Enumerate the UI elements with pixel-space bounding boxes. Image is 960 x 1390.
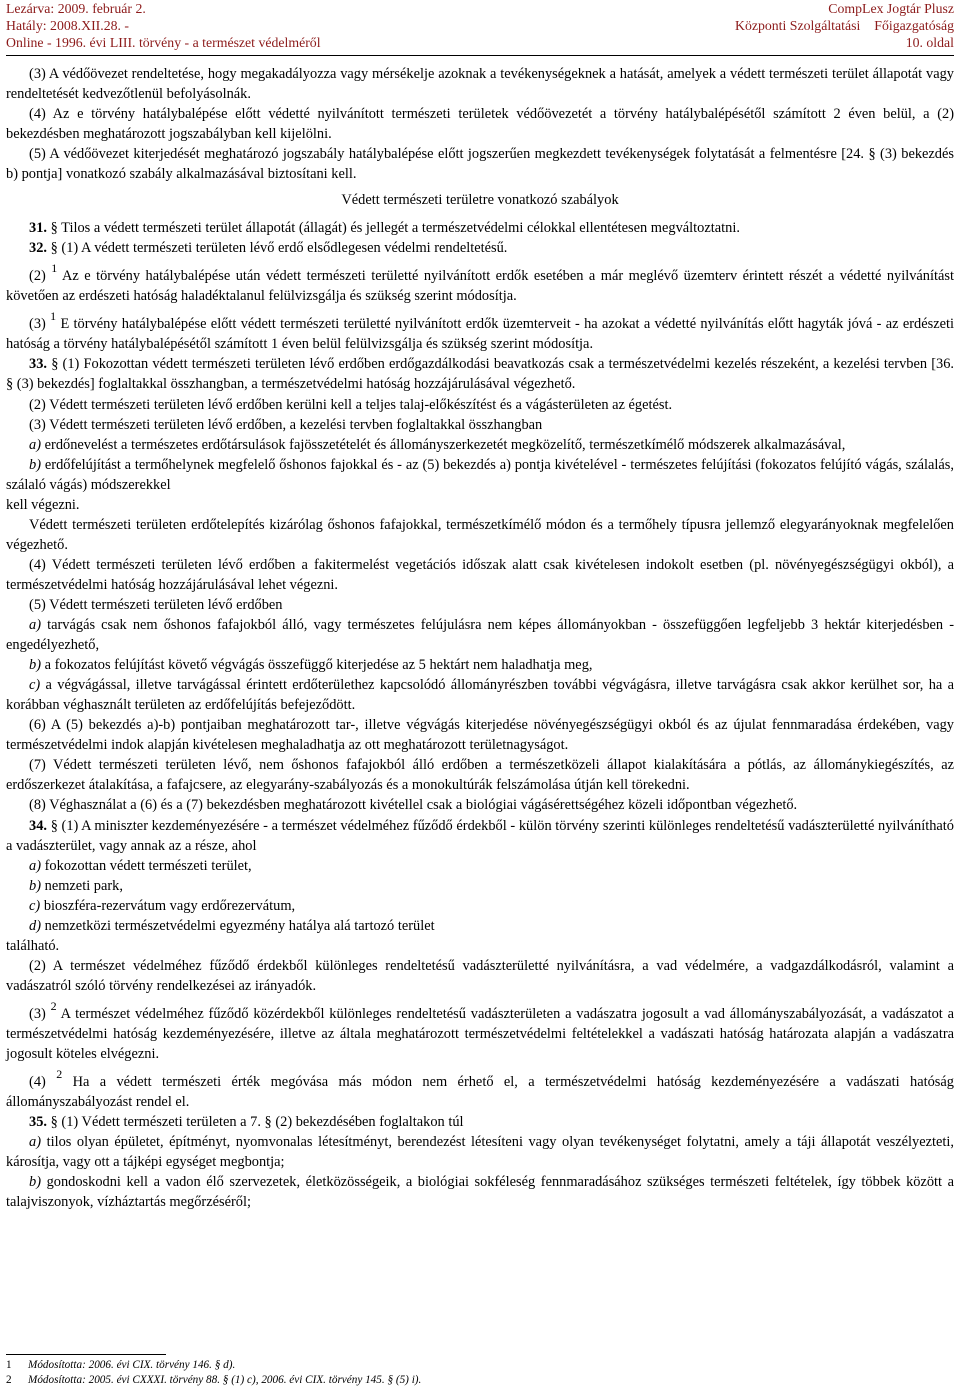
paragraph-text: nemzeti park, xyxy=(44,877,123,894)
paragraph-text: (8) Véghasználat a (6) és a (7) bekezdésben meghatározott kivétellel csak a biológiai vágásérettségéhez közeli időpontban végezhető. xyxy=(29,797,798,814)
paragraph-text: E törvény hatálybalépése előtt védett természeti területté nyilvánított erdők üzemterveit - ha azokat a védetté nyilvánítás előtt hagyták jóvá - az erdészeti hatóság a törvény hatálybalépésétől számított 1 éven belül felülvizsgálja és szükség szerint módosítja. xyxy=(6,316,954,353)
footnote-ref: 1 xyxy=(50,309,57,324)
paragraph-text: fokozottan védett természeti terület, xyxy=(44,857,252,874)
footnote-text: Módosította: 2006. évi CIX. törvény 146. § d). xyxy=(28,1359,236,1371)
paragraph-text: (5) Védett természeti területen lévő erdőben xyxy=(29,596,283,613)
header-left xyxy=(6,0,321,51)
paragraph-number: (3) xyxy=(29,316,46,333)
point-letter: a) xyxy=(29,857,42,874)
paragraph xyxy=(6,956,954,996)
paragraph xyxy=(6,104,954,144)
paragraph-text: § (1) Védett természeti területen a 7. § (2) bekezdésében foglaltakon túl xyxy=(50,1113,464,1130)
header-closed-date: Lezárva: 2009. február 2. xyxy=(6,1,146,16)
paragraph-text: Az e törvény hatálybalépése után védett természeti területté nyilvánított erdők esetében a már meglévő üzemterv érintett részét a védetté nyilvánítást követően az erdészeti hatóság haladéktalanul felülvizsgálja és szükség szerint módosítja. xyxy=(6,268,954,305)
paragraph xyxy=(6,615,954,655)
point-letter: b) xyxy=(29,877,42,894)
footnote xyxy=(6,1373,421,1388)
paragraph xyxy=(6,655,954,675)
header-divider xyxy=(6,55,954,56)
point-letter: a) xyxy=(29,436,42,453)
section-number: 34. xyxy=(29,817,48,834)
paragraph-text: § (1) A védett természeti területen lévő erdő elsődlegesen védelmi rendeltetésű. xyxy=(50,240,508,257)
paragraph xyxy=(6,856,954,876)
paragraph-text: § Tilos a védett természeti terület állapotát (állagát) és jellegét a természetvédelmi célokkal ellentétesen megváltoztatni. xyxy=(50,220,740,237)
paragraph xyxy=(6,936,954,956)
point-letter: b) xyxy=(29,1174,42,1191)
paragraph xyxy=(6,495,954,515)
paragraph-text: nemzetközi természetvédelmi egyezmény hatálya alá tartozó terület xyxy=(44,917,435,934)
paragraph-number: (3) xyxy=(29,1005,46,1022)
paragraph xyxy=(6,1132,954,1172)
paragraph xyxy=(6,595,954,615)
footnotes xyxy=(6,1358,421,1387)
paragraph-text: (7) Védett természeti területen lévő, nem őshonos fafajokból álló erdőben a természetközeli állapot kialakítására a pótlás, az állománykiegészítés, az erdőszerkezet átalakítása, a fafajcsere, az elegyarány-szabályozás és a monokultúrák felszámolása útján kell törekedni. xyxy=(6,757,954,794)
paragraph xyxy=(6,896,954,916)
paragraph-text: található. xyxy=(6,937,60,954)
point-letter: b) xyxy=(29,456,42,473)
paragraph-text: a végvágással, illetve tarvágással érintett erdőterülethez kapcsolódó állományrészben további végvágásra, illetve tarvágásra csak akkor kerülhet sor, ha a korábban véghasznált területen az erdőfelújítás befejeződött. xyxy=(6,677,954,714)
paragraph xyxy=(6,816,954,856)
paragraph-text: (6) A (5) bekezdés a)-b) pontjaiban meghatározott tar-, illetve végvágás kiterjedése növényegészségügyi okból és az újulat fennmaradása érdekében, vagy természetvédelmi indok alapján kivételesen meghaladhatja az ott meghatározott területnagyságot. xyxy=(6,717,954,754)
header-right xyxy=(721,0,954,51)
paragraph-text: (3) Védett természeti területen lévő erdőben, a kezelési tervben foglaltakkal összhangban xyxy=(29,416,543,433)
footnote-number: 1 xyxy=(6,1359,12,1371)
paragraph xyxy=(6,238,954,258)
paragraph xyxy=(6,435,954,455)
footnote-ref: 1 xyxy=(51,261,58,276)
footnote xyxy=(6,1358,421,1373)
paragraph xyxy=(6,258,954,306)
section-number: 35. xyxy=(29,1113,48,1130)
section-number: 31. xyxy=(29,220,48,237)
paragraph-text: § (1) A miniszter kezdeményezésére - a természet védelméhez fűződő érdekből - külön törvény szerinti különleges rendeltetésű vadászterületté nyilvánítható a vadászterület, vagy annak az a része, ahol xyxy=(6,817,954,854)
footnote-number: 2 xyxy=(6,1373,12,1386)
paragraph-text: gondoskodni kell a vadon élő szervezetek, életközösségeik, a biológiai sokféleség fennmaradásához szükséges természeti feltételek, így többek között a talajviszonyok, vízháztartás megőrzéséről; xyxy=(6,1174,954,1211)
paragraph-text: (2) Védett természeti területen lévő erdőben kerülni kell a teljes talaj-előkészítést és a vágásterületen az égetést. xyxy=(29,396,673,413)
paragraph xyxy=(6,306,954,354)
page-header xyxy=(6,0,954,52)
point-letter: c) xyxy=(29,897,41,914)
paragraph xyxy=(6,218,954,238)
paragraph xyxy=(6,675,954,715)
paragraph xyxy=(6,515,954,555)
point-letter: a) xyxy=(29,617,42,634)
footnote-ref: 2 xyxy=(56,1066,63,1081)
paragraph xyxy=(6,144,954,184)
paragraph xyxy=(6,1064,954,1112)
paragraph-text: tarvágás csak nem őshonos fafajokból álló, vagy természetes felújulásra nem képes állományokban - összefüggően legfeljebb 3 hektár kiterjedésben - engedélyezhető, xyxy=(6,617,954,654)
paragraph xyxy=(6,1112,954,1132)
point-letter: d) xyxy=(29,917,42,934)
paragraph xyxy=(6,555,954,595)
paragraph-text: tilos olyan épületet, építményt, nyomvonalas létesítményt, berendezést létesíteni vagy olyan tevékenységet folytatni, amely a táji állapotát veszélyezteti, károsítja, vagy ott a tájképi egységet megbontja; xyxy=(6,1133,954,1171)
header-product: CompLex Jogtár Plusz xyxy=(828,1,954,16)
paragraph xyxy=(6,1172,954,1212)
paragraph-text: erdőnevelést a természetes erdőtársulások fajösszetételét és állományszerkezetét megközelítő, természetkímélő módszerek alkalmazásával, xyxy=(44,436,846,453)
paragraph-text: a fokozatos felújítást követő végvágás összefüggő kiterjedése az 5 hektárt nem haladhatja meg, xyxy=(44,657,593,674)
footnote-ref: 2 xyxy=(50,998,57,1013)
header-document-title: Online - 1996. évi LIII. törvény - a természet védelméről xyxy=(6,35,321,50)
section-number: 33. xyxy=(29,356,48,373)
paragraph-text: erdőfelújítást a termőhelynek megfelelő őshonos fajokkal és - az (5) bekezdés a) pontja kivételével - természetes felújítási (fokozatos felújító vágás, szálalás, szálaló vágás) módszerekkel xyxy=(6,456,954,493)
paragraph xyxy=(6,395,954,415)
paragraph-text: (4) Az e törvény hatálybalépése előtt védetté nyilvánított természeti területek védőövezetét a törvény hatálybalépésétől számított 2 éven belül, a (2) bekezdésben meghatározott jogszabályban kell kijelölni. xyxy=(6,106,954,143)
page-number: 10. oldal xyxy=(905,35,954,50)
header-org: Központi Szolgáltatási Főigazgatóság xyxy=(734,18,954,33)
header-effective: Hatály: 2008.XII.28. - xyxy=(6,18,129,33)
paragraph xyxy=(6,795,954,815)
point-letter: c) xyxy=(29,677,41,694)
point-letter: b) xyxy=(29,657,42,674)
paragraph-text: A természet védelméhez fűződő közérdekből különleges rendeltetésű vadászterületen a vadászatra jogosult a vad állományszabályozását, a vadászatot a természetvédelmi hatóság kezdeményezésére, illetve az általa meghatározott természetvédelmi feltételekkel a vadászati hatóság határozata alapján a vadászatra jogosult köteles elvégezni. xyxy=(6,1005,955,1062)
paragraph-text: bioszféra-rezervátum vagy erdőrezervátum, xyxy=(43,897,296,914)
paragraph xyxy=(6,755,954,795)
paragraph xyxy=(6,996,954,1064)
paragraph-text: (4) Védett természeti területen lévő erdőben a fakitermelést vegetációs időszak alatt csak kivételesen indokolt esetben (pl. növényegészségügyi okból), a természetvédelmi hatóság hozzájárulásával lehet végezni. xyxy=(6,556,954,593)
paragraph xyxy=(6,916,954,936)
paragraph-text: Védett természeti területen erdőtelepítés kizárólag őshonos fafajokkal, természetkímélő módon és a termőhely típusra jellemző elegyarányoknak megfelelően végezhető. xyxy=(6,516,954,553)
paragraph-text: (3) A védőövezet rendeltetése, hogy megakadályozza vagy mérsékelje azoknak a tevékenységeknek a hatását, amelyek a védett természeti terület állapotát vagy rendeltetését kedvezőtlenül befolyásolnák. xyxy=(6,66,954,103)
paragraph xyxy=(6,415,954,435)
paragraph-number: (2) xyxy=(29,268,46,285)
paragraph-number: (4) xyxy=(29,1073,46,1090)
paragraph xyxy=(6,715,954,755)
paragraph-text: kell végezni. xyxy=(6,496,80,513)
document-body xyxy=(6,64,954,1212)
section-number: 32. xyxy=(29,240,48,257)
paragraph xyxy=(6,354,954,394)
paragraph-text: (5) A védőövezet kiterjedését meghatározó jogszabály hatálybalépése előtt jogszerűen megkezdett tevékenységek folytatását a felmentésre [24. § (3) bekezdés b) pontja] vonatkozó szabály alkalmazásával biztosítani kell. xyxy=(6,146,954,183)
section-heading: Védett természeti területre vonatkozó szabályok xyxy=(341,192,619,209)
paragraph-text: Ha a védett természeti érték megóvása más módon nem érhető el, a természetvédelmi hatóság kezdeményezésére a vadászati hatóság állományszabályozást rendel el. xyxy=(6,1073,954,1110)
paragraph-text: § (1) Fokozottan védett természeti területen lévő erdőben erdőgazdálkodási beavatkozás csak a természetvédelmi kezelés részeként, a kezelési tervben [36. § (3) bekezdés] foglaltakkal összhangban, a természetvédelmi hatóság hozzájárulásával végezhető. xyxy=(6,356,954,393)
paragraph xyxy=(6,64,954,104)
paragraph xyxy=(6,876,954,896)
point-letter: a) xyxy=(29,1133,42,1150)
paragraph-text: (2) A természet védelméhez fűződő érdekből különleges rendeltetésű vadászterületté nyilvánításra, a vad védelmére, a vadgazdálkodásról, valamint a vadászatról szóló törvény rendelkezései az irányadók. xyxy=(6,957,954,994)
footnote-divider xyxy=(6,1354,166,1355)
paragraph xyxy=(6,455,954,495)
footnote-text: Módosította: 2005. évi CXXXI. törvény 88. § (1) c), 2006. évi CIX. törvény 145. § (5) i). xyxy=(28,1373,422,1386)
